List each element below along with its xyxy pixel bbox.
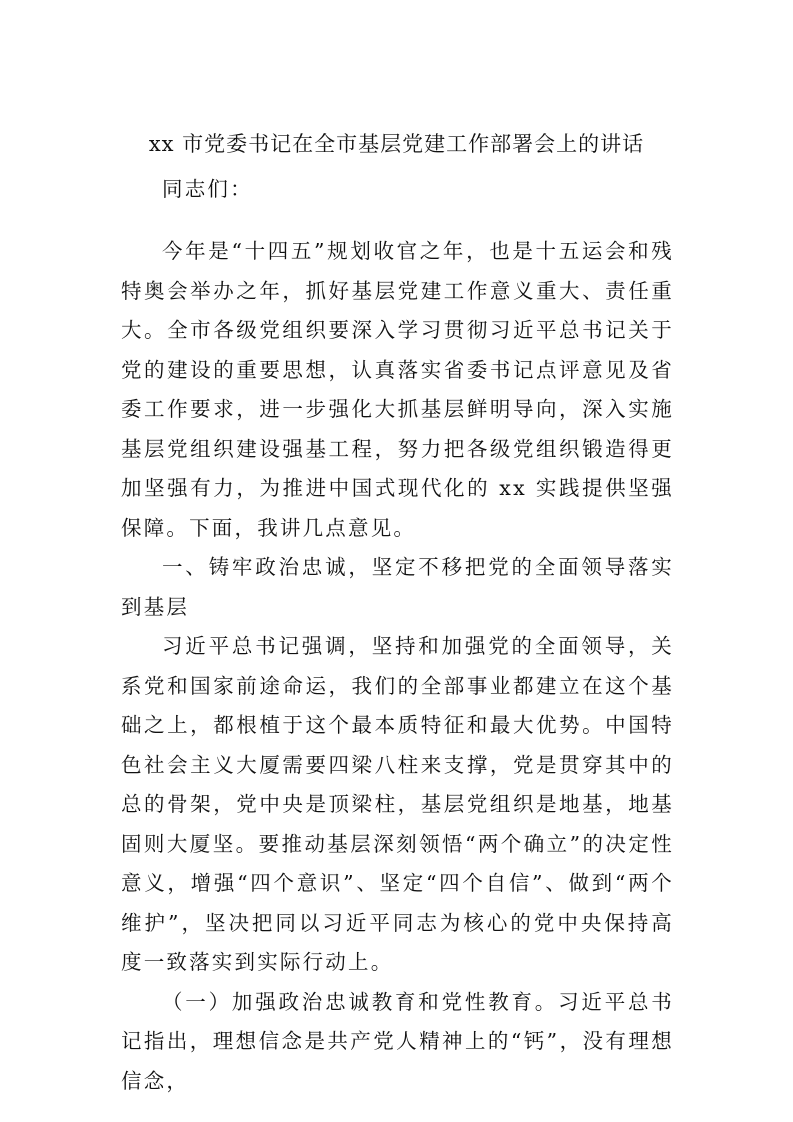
salutation-block [121,170,674,210]
paragraph-intro: 今年是“十四五”规划收官之年，也是十五运会和残特奥会举办之年，抓好基层党建工作意义重大、责任重大。全市各级党组织要深入学习贯彻习近平总书记关于党的建设的重要思想，认真落实省委书记点评意见及省委工作要求，进一步强化大抓基层鲜明导向，深入实施基层党组织建设强基工程，努力把各级党组织锻造得更加坚强有力，为推进中国式现代化的 xx 实践提供坚强保障。下面，我讲几点意见。 [121,239,674,540]
document-title: xx 市党委书记在全市基层党建工作部署会上的讲话 [148,132,645,156]
document-body [121,232,674,1101]
subsection-heading-1: （一）加强政治忠诚教育和党性教育。习近平总书记指出，理想信念是共产党人精神上的“钙”，没有理想信念， [121,989,674,1093]
paragraph-section-1: 习近平总书记强调，坚持和加强党的全面领导，关系党和国家前途命运，我们的全部事业都建立在这个基础之上，都根植于这个最本质特征和最大优势。中国特色社会主义大厦需要四梁八柱来支撑，党是贯穿其中的总的骨架，党中央是顶梁柱，基层党组织是地基，地基固则大厦坚。要推动基层深刻领悟“两个确立”的决定性意义，增强“四个意识”、坚定“四个自信”、做到“两个维护”，坚决把同以习近平同志为核心的党中央保持高度一致落实到实际行动上。 [121,634,674,974]
salutation: 同志们： [162,177,253,201]
section-heading-1: 一、铸牢政治忠诚，坚定不移把党的全面领导落实到基层 [121,555,674,619]
